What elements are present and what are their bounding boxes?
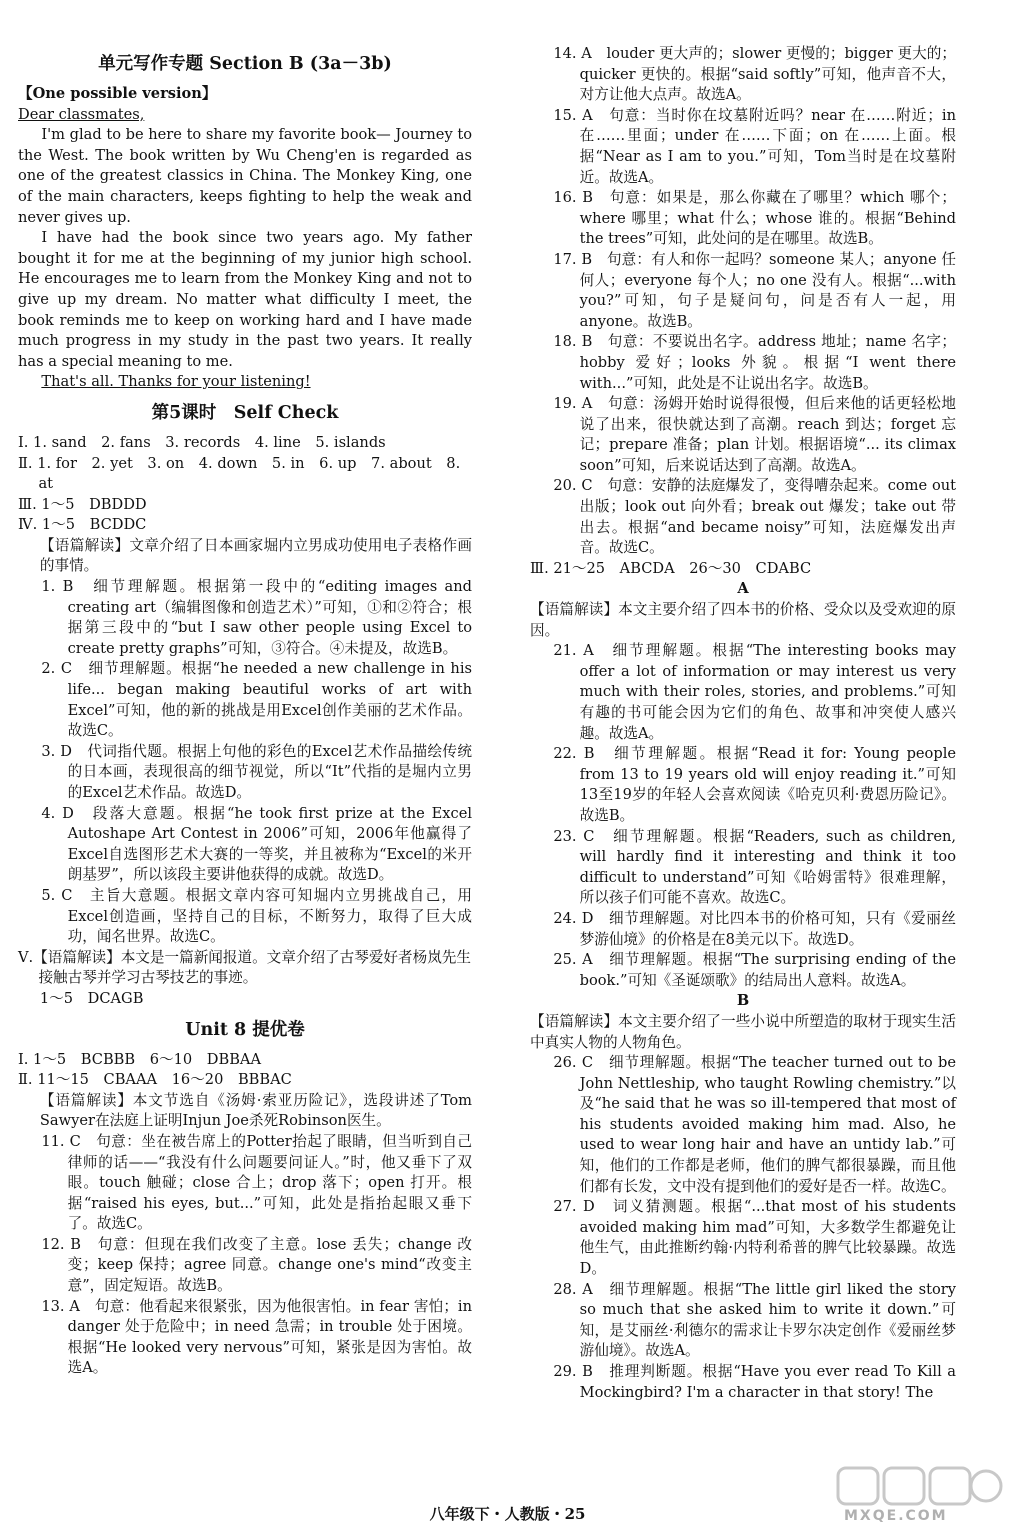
passage-label: A — [737, 580, 749, 598]
answer-line: Ⅴ.【语篇解读】本文是一篇新闻报道。文章介绍了古琴爱好者杨岚先生接触古琴并学习古琴技艺的事迹。 — [18, 948, 471, 987]
essay-paragraph: That's all. Thanks for your listening! — [41, 373, 311, 391]
watermark-logo — [836, 1466, 1004, 1528]
answer-item: 2. C 细节理解题。根据“he needed a new challenge in his life... began making beautiful works of art with Excel”可知，他的新的挑战是用Excel创作美丽的艺术作品。故选C。 — [41, 660, 472, 740]
passage-label: B — [736, 992, 750, 1010]
version-label: 【One possible version】 — [18, 85, 217, 102]
answer-item: 16. B 句意：如果是，那么你藏在了哪里？which 哪个；where 哪里；what 什么；whose 谁的。根据“Behind the trees”可知，此处问的是在哪里。故选B。 — [553, 189, 956, 248]
passage-analysis: 【语篇解读】本文主要介绍了四本书的价格、受众以及受欢迎的原因。 — [530, 601, 956, 639]
passage-analysis: 【语篇解读】本文主要介绍了一些小说中所塑造的取材于现实生活中真实人物的人物角色。 — [530, 1012, 956, 1051]
page-footer: 八年级下・人教版・25 — [429, 1505, 586, 1523]
answer-item: 18. B 句意：不要说出名字。address 地址；name 名字；hobby 爱好；looks 外貌。根据“I went there with...”可知，此处是不让说出名字。故选B。 — [553, 333, 956, 392]
answer-item: 20. C 句意：安静的法庭爆发了，变得嘈杂起来。come out 出版；look out 向外看；break out 爆发；take out 带出去。根据“and became noisy”可知，法庭爆发出声音。故选C。 — [553, 477, 956, 557]
left-column — [18, 44, 472, 1379]
essay-paragraph: I have had the book since two years ago. My father bought it for me at the beginning of my junior high school. He encourages me to learn from the Monkey King and not to give up my dream. No matter what difficulty I meet, the book reminds me to keep on working hard and I have made much progress in my study in the past two years. It really has a special meaning to me. — [18, 229, 472, 370]
answer-item: 14. A louder 更大声的；slower 更慢的；bigger 更大的；quicker 更快的。根据“said softly”可知，他声音不大，对方让他大点声。故选A。 — [553, 45, 956, 104]
unit8-title: Unit 8 提优卷 — [185, 1019, 305, 1040]
answer-item: 21. A 细节理解题。根据“The interesting books may offer a lot of information or may interest us very much with their roles, stories, and problems.”可知有趣的书可能会因为它们的角色、故事和冲突使人感兴趣。故选A。 — [553, 642, 956, 742]
answer-item: 23. C 细节理解题。根据“Readers, such as children, will hardly find it interesting and think it too difficult to understand”可知《哈姆雷特》很难理解，所以孩子们可能不喜欢。故选C。 — [553, 827, 956, 907]
answer-item: 27. D 词义猜测题。根据“...that most of his students avoided making him mad”可知，大多数学生都避免让他生气，由此推断约翰·内特利希普的脾气比较暴躁。故选D。 — [553, 1198, 956, 1278]
answer-item: 24. D 细节理解题。对比四本书的价格可知，只有《爱丽丝梦游仙境》的价格是在8美元以下。故选D。 — [553, 909, 956, 948]
answer-item: 11. C 句意：坐在被告席上的Potter抬起了眼睛，但当听到自己律师的话——“我没有什么问题要问证人。”时，他又垂下了双眼。touch 触碰；close 合上；drop 落下；open 打开。根据“raised his eyes, but...”可知，此处是指抬起眼又垂下了。故选C。 — [41, 1132, 472, 1233]
answer-line: 1～5 DCAGB — [39, 989, 144, 1007]
answer-item: 12. B 句意：但现在我们改变了主意。lose 丢失；change 改变；keep 保持；agree 同意。change one's mind“改变主意”，固定短语。故选B。 — [41, 1235, 472, 1295]
answer-line: Ⅱ. 1. for 2. yet 3. on 4. down 5. in 6. up 7. about 8. at — [18, 454, 461, 493]
answer-line: Ⅲ. 1～5 DBDDD — [18, 495, 147, 513]
answer-item: 26. C 细节理解题。根据“The teacher turned out to be John Nettleship, who taught Rowling chemistry.”以及“he said that he was so ill-tempered that most of his students avoided making him mad. Also, he used to wear long hair and have an untidy lab.”可知，他们的工作都是老师，他们的脾气都很暴躁，而且他们都有长发，文中没有提到他们的爱好是否一样。故选C。 — [553, 1054, 956, 1195]
answer-item: 17. B 句意：有人和你一起吗？someone 某人；anyone 任何人；everyone 每个人；no one 没有人。根据“...with you?”可知，句子是疑问句，问是否有人一起，用anyone。故选B。 — [553, 250, 956, 330]
answer-line: Ⅲ. 21～25 ABCDA 26～30 CDABC — [530, 559, 812, 577]
answer-item: 5. C 主旨大意题。根据文章内容可知堀内立男挑战自己，用Excel创造画，坚持自己的目标，不断努力，取得了巨大成功，闻名世界。故选C。 — [41, 886, 472, 946]
watermark-icon — [836, 1466, 1004, 1510]
answer-line: Ⅳ. 1～5 BCDDC — [18, 516, 147, 534]
answer-item: 22. B 细节理解题。根据“Read it for: Young people from 13 to 19 years old will enjoy reading it.”可知13至19岁的年轻人会喜欢阅读《哈克贝利·费恩历险记》。故选B。 — [553, 745, 956, 824]
answer-item: 13. A 句意：他看起来很紧张，因为他很害怕。in fear 害怕；in danger 处于危险中；in need 急需；in trouble 处于困境。根据“He looked very nervous”可知，紧张是因为害怕。故选A。 — [41, 1297, 472, 1377]
answer-line: Ⅰ. 1. sand 2. fans 3. records 4. line 5. islands — [18, 433, 386, 451]
answer-item: 4. D 段落大意题。根据“he took first prize at the Excel Autoshape Art Contest in 2006”可知，2006年他赢得了Excel自选图形艺术大赛的一等奖，并且被称为“Excel的米开朗基罗”，所以该段主要讲他获得的成就。故选D。 — [41, 804, 472, 884]
writing-section-title: 单元写作专题 Section B (3a－3b) — [98, 54, 392, 74]
answer-line: Ⅰ. 1～5 BCBBB 6～10 DBBAA — [18, 1050, 261, 1068]
right-column — [530, 44, 956, 1403]
answer-item: 3. D 代词指代题。根据上句他的彩色的Excel艺术作品描绘传统的日本画，表现很高的细节视觉，所以“It”代指的是堀内立男的Excel艺术作品。故选D。 — [41, 742, 472, 801]
passage-analysis: 【语篇解读】本文节选自《汤姆·索亚历险记》，选段讲述了Tom Sawyer在法庭上证明Injun Joe杀死Robinson医生。 — [39, 1091, 472, 1130]
answer-item: 15. A 句意：当时你在坟墓附近吗？near 在……附近；in 在……里面；under 在……下面；on 在……上面。根据“Near as I am to you.”可知，Tom当时是在坟墓附近。故选A。 — [553, 106, 956, 186]
answer-item: 29. B 推理判断题。根据“Have you ever read To Kill a Mockingbird? I'm a character in that story! The — [553, 1363, 956, 1401]
salutation: Dear classmates, — [18, 105, 145, 123]
self-check-title: 第5课时 Self Check — [151, 402, 339, 423]
answer-line: Ⅱ. 11～15 CBAAA 16～20 BBBAC — [18, 1071, 292, 1089]
answer-item: 1. B 细节理解题。根据第一段中的“editing images and creating art（编辑图像和创造艺术）”可知，①和②符合；根据第三段中的“but I saw other people using Excel to create pretty graphs”可知，③符合。④未提及，故选B。 — [41, 578, 472, 657]
answer-item: 19. A 句意：汤姆开始时说得很慢，但后来他的话更轻松地说了出来，很快就达到了高潮。reach 到达；forget 忘记；prepare 准备；plan 计划。根据语境“... its climax soon”可知，后来说话达到了高潮。故选A。 — [553, 395, 956, 474]
answer-item: 25. A 细节理解题。根据“The surprising ending of the book.”可知《圣诞颂歌》的结局出人意料。故选A。 — [553, 951, 956, 989]
watermark-text: MXQE.COM — [844, 1508, 948, 1524]
answer-item: 28. A 细节理解题。根据“The little girl liked the story so much that she asked him to write it down.”可知，是艾丽丝·利德尔的需求让卡罗尔决定创作《爱丽丝梦游仙境》。故选A。 — [553, 1280, 956, 1360]
passage-analysis: 【语篇解读】文章介绍了日本画家堀内立男成功使用电子表格作画的事情。 — [39, 536, 472, 575]
essay-paragraph: I'm glad to be here to share my favorite book— Journey to the West. The book written by Wu Cheng'en is regarded as one of the greatest classics in China. The Monkey King, one of the main characters, keeps fighting to help the weak and never gives up. — [18, 126, 472, 226]
